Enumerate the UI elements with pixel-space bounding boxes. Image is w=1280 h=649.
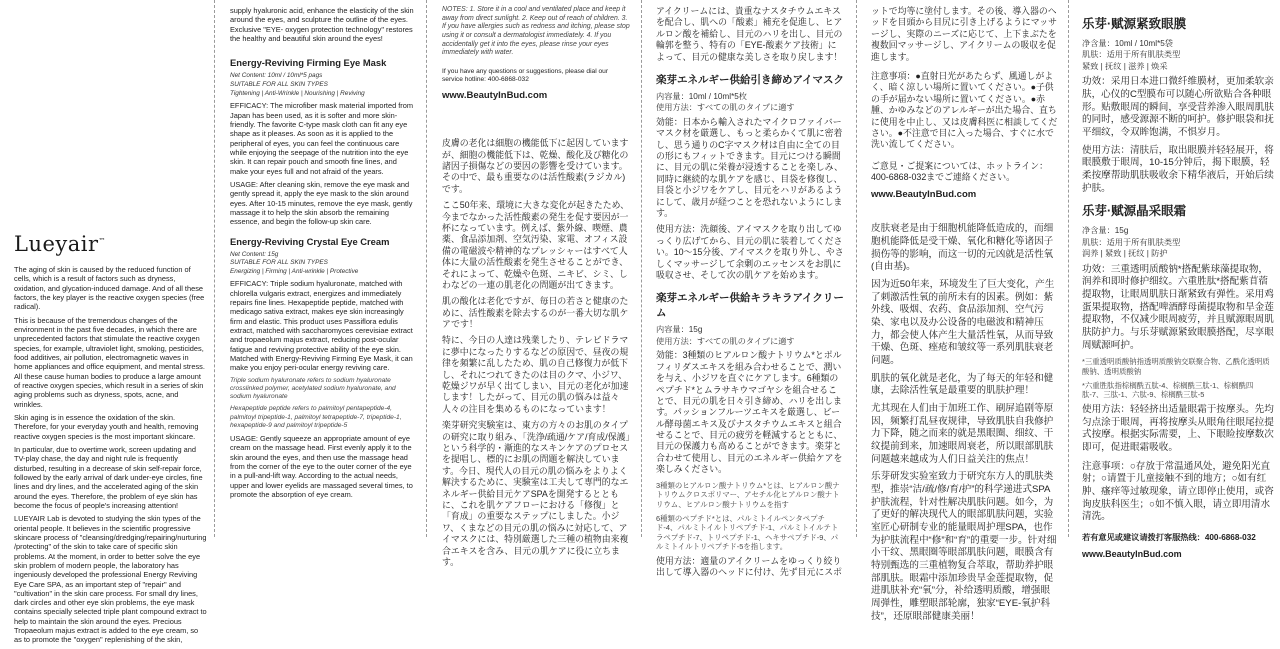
- brand-logo: Lueyair™: [14, 232, 107, 256]
- cream-tags: Energizing | Firming | Anti-wrinkle | Protective: [230, 267, 359, 275]
- jp-intro-paragraph: 楽芽研究実験室は、東方の方々のお肌のタイプの研究に取り組み、「洗浄/疏通/ケア/育成/保護」という科学的・漸進的なスキンケアのプロセスを提唱し、標的にお肌の問題を解決しています。今日、現代人の目元の肌の悩みをよりよく解決するために、実験室は工夫して専門的なエネルギー供給目元ケアSPAを開発するとともに、これを肌ケアフローにおける「修復」と「育成」の重要なステップにしました。小ジワ、くまなどの目元の肌の悩みに対応して、アイマスクには、特別厳選した三種の植物由来複合エキスを含み、目元の肌ケアに役に立ちます。: [442, 420, 630, 567]
- cn-cream-efficacy: 功效：三重透明质酸钠*搭配紫球藻提取物，润养和即时修护细纹。六重胜肽*搭配紫苜蓿提取物，让眼周肌肤日渐紧致有弹性。采用鸡蛋果提取物，搭配啤酒酵母菌提取物和旱金莲提取物，不仅减少眼周疲劳，并且赋源眼周肌肤防护力。与乐芽赋源紧致眼膜搭配，尽享眼周赋源呵护。: [1082, 263, 1274, 351]
- panel-notes-jp-intro: [428, 0, 640, 567]
- jp-intro-paragraph: 皮膚の老化は細胞の機能低下に起因していますが、細胞の機能低下は、乾燥、酸化及び糖化の諸因子損傷などの要因の影響を受けています。その中で、最も重要なのは活性酸素(ラジカル)です。: [442, 138, 629, 194]
- cn-intro-paragraph: 尤其现在人们由于加班工作、刷屏追剧等原因，频繁打乱昼夜规律，导致肌肤自我修护力下降，随之而来的就是黑眼圈、细纹、干纹提前到来，加速眼周衰老，所以眼部肌肤问题越来越成为人们日益关注的焦点！: [871, 403, 1054, 465]
- cream-skin-types: SUITABLE FOR ALL SKIN TYPES: [230, 259, 328, 267]
- jp-cream-net-content: 内容量：15g: [656, 325, 703, 335]
- panel-divider: [1068, 0, 1069, 537]
- website-link[interactable]: www.BeautyInBud.com: [871, 189, 977, 201]
- cn-mask-tags: 紧致 | 抚纹 | 滋养 | 焕采: [1082, 61, 1168, 71]
- cn-cream-net-content: 净含量：15g: [1082, 226, 1129, 236]
- cn-mask-skin-types: 肌肤：适用于所有肌肤类型: [1082, 50, 1181, 60]
- mask-efficacy: EFFICACY: The microfiber mask material imported from Japan has been used, as it is softer and more skin-friendly. The favorite C-type mask cloth can fit any eye shape as it pleases. As soon as it is applied to the peripheral of eyes, you can feel the continuous care while enjoying the seepage of the nutrition into the eye skin. It can repair pouch and smooth fine lines, and make your eyes full and not afraid of the years.: [230, 101, 414, 176]
- cream-efficacy: EFFICACY: Triple sodium hyaluronate, matched with chlorella vulgaris extract, energizes and immediately repairs fine lines. Hexapeptide peptide, matched with medicago sativa extract, makes eye skin increasingly firm and elastic. This product uses Passiflora edulis extract, matched with saccharomyces cerevisiae extract and tropaeolum majus extract, reducing post-ocular fatigue and reviving protective ability of the eye skin. Matched with Energy-Reviving Firming Eye Mask, it can make you enjoy peri-ocular energy reviving care.: [230, 279, 413, 373]
- mask-usage: USAGE: After cleaning skin, remove the eye mask and gently spread it, apply the eye mask to the skin around eyes. After 10-15 minutes, remove the eye mask, gently massage it to help the skin absorb the remaining essence, and begin the follow-up skin care.: [230, 179, 413, 227]
- intro-paragraph: LUEYAIR Lab is devoted to studying the skin types of the oriental people. It believes in the scientific progressive skincare process of "cleansing/dredging/repairing/nurturing /protecting" of the skin to take care of specific skin problems. At the moment, in order to better solve the eye skin problem of modern people, the laboratory has ingeniously developed the professional Energy Reviving Eye Care SPA, as an important step of "repair" and "cultivation" in the skin care process. For small dry lines, dark circles and other eye skin problems, the eye mask contains specially selected triple plant compound extract to help to maintain the skin around the eyes. Precious Tropaeolum majus extract is added to the eye cream, so as to promote the "oxygen" replenishing of the skin,: [14, 514, 207, 645]
- mask-net-content: Net Content: 10ml / 10ml*5 pags: [230, 72, 323, 80]
- website-link[interactable]: www.BeautyInBud.com: [1082, 549, 1182, 560]
- intro-continued: supply hyaluronic acid, enhance the elasticity of the skin around the eyes, and sculpture the outline of the eyes. Exclusive "EYE- oxygen protection technology" restores the healthy and beautiful skin around the eyes!: [230, 6, 414, 43]
- cream-footnote: Hexapeptide peptide refers to palmitoyl pentapeptide-4, palmitoyl tripeptide-1, palmitoyl tetrapeptide-7, tripeptide-1, hexapeptide-9 and palmitoyl tripeptide-5: [230, 405, 402, 429]
- intro-paragraph: Skin aging is in essence the oxidation of the skin. Therefore, for your everyday youth and health, removing reactive oxygen species is the most important skincare.: [14, 412, 199, 441]
- notes-en: NOTES: 1. Store it in a cool and ventilated place and keep it away from direct sunlight. 2. Keep out of reach of children. 3. If you have allergies such as redness and itching, please stop using it or consult a dermatologist immediately. 4. If you accidentally get it into the eyes, please rinse your eyes immediately with water.: [442, 6, 630, 57]
- jp-cream-footnote: 6種類のペプチド*とは、パルミトイルペンタペプチド-4、パルミトイルトリペプチド-1、パルミトイルテトラペプチド-7、トリペプチド-1、ヘキサペプチド-9、パルミトイルトリペプチド-5を指します。: [656, 513, 839, 552]
- cn-cream-footnote: *六重胜肽指棕榈酰五肽-4、棕榈酰三肽-1、棕榈酰四肽-7、三肽-1、六肽-9、棕榈酰三肽-5: [1082, 380, 1254, 400]
- jp-intro-continued: アイクリームには、貴重なナスタチウムエキスを配合し、肌への「酸素」補充を促進し、ヒアルロン酸を補給し、目元のハリを出し、目元の輪郭を整う、特有の「EYE-酸素ケア技術」によって、目元の健康な美しさを取り戻します！: [656, 6, 843, 62]
- intro-paragraph: The aging of skin is caused by the reduced function of cells, which is a result of factors such as dryness, oxidation, and glycation-induced damage. And of all these factors, the key player is the reactive oxygen species (free radical).: [14, 265, 205, 312]
- jp-cream-skin-types: 使用方法：すべての肌のタイプに適す: [656, 336, 795, 346]
- cream-usage: USAGE: Gently squeeze an appropriate amount of eye cream on the massage head. First evenly apply it to the skin around the eyes, and then use the massage head from the corner of the eye to the outer corner of the eye in a pull-and-lift way. According to the actual needs, upper and lower eyelids are massaged several times, to promote the absorption of eye cream.: [230, 434, 413, 500]
- cream-footnote: Triple sodium hyaluronate refers to sodium hyaluronate crosslinked polymer, acetylated sodium hyaluronate, and sodium hyaluronate: [230, 376, 396, 401]
- cream-title: Energy-Reviving Crystal Eye Cream: [230, 235, 390, 247]
- section-spacer: [871, 216, 1058, 217]
- cn-cream-footnote: *三重透明质酸钠指透明质酸钠交联聚合物、乙酰化透明质酸钠、透明质酸钠: [1082, 357, 1270, 377]
- panel-notes-jp-cn-intro: [858, 0, 1066, 622]
- cn-mask-title: 乐芽·赋源紧致眼膜: [1082, 17, 1187, 31]
- panel-products-cn: [1070, 0, 1280, 560]
- mask-title: Energy-Reviving Firming Eye Mask: [230, 57, 387, 69]
- cn-cream-skin-types: 肌肤：适用于所有肌肤类型: [1082, 237, 1181, 247]
- cn-hotline: 若有意见或建议请拨打客服热线：400-6868-032: [1082, 532, 1256, 542]
- intro-paragraph: This is because of the tremendous changes of the environment in the past five decades, in which there are unprecedented factors that stimulate the reactive oxygen species, for example, ultraviolet light, smoking, pesticides, food additives, air pollution, electromagnetic waves in home appliances and office equipment, and mental stress. All these cause human bodies to produce a large amount of reactive oxygen species, which result in a series of skin aging problems such as dryness, spots, acne, and wrinkles.: [14, 315, 205, 409]
- cn-intro-paragraph: 肌肤的氧化就是老化，为了每天的年轻和健康，去除活性氧是最重要的肌肤护理！: [871, 372, 1054, 397]
- cn-cream-title: 乐芽·赋源晶采眼霜: [1082, 204, 1187, 219]
- panel-divider: [641, 0, 642, 537]
- mask-skin-types: SUITABLE FOR ALL SKIN TYPES: [230, 80, 328, 88]
- jp-cream-title: 楽芽エネルギー供給キラキラアイクリーム: [656, 292, 844, 320]
- trademark: ™: [98, 237, 107, 245]
- website-link[interactable]: www.BeautyInBud.com: [442, 90, 548, 102]
- intro-text: [14, 265, 207, 649]
- panel-divider: [856, 0, 857, 537]
- jp-usage-continued: ットで均等に塗付します。その後、導入器のヘッドを目頭から目尻に引き上げるようにマッサージし、実際のニーズに応じて、上下まぶたを複数回マッサージし、アイクリームの吸収を促進します。: [871, 6, 1058, 62]
- cn-intro-paragraph: 皮肤衰老是由于细胞机能降低造成的，而细胞机能降低是受干燥、氧化和糖化等诸因子损伤等的影响，而这一切的元凶就是活性氧(自由基)。: [871, 223, 1054, 273]
- jp-intro-paragraph: 特に、今日の人達は残業したり、テレビドラマに夢中になったりするなどの原因で、昼夜の規律を頻繁に乱したため、肌の自己修復力が低下し、それにつれてきたのは目のクマ、小ジワ、乾燥ジワが早く出てしまい、目元の老化が加速します！したがって、目元の肌の悩みは益々人々の注目を集めるものになっています！: [442, 335, 629, 414]
- cn-cream-usage: 使用方法：轻轻挤出适量眼霜于按摩头。先均匀点涂于眼周，再将按摩头从眼角往眼尾拉提式按摩。根据实际需要，上、下眼睑按摩数次即可，促进眼霜吸收。: [1082, 403, 1274, 453]
- cn-intro-paragraph: 因为近50年来，环境发生了巨大变化，产生了刺激活性氧的前所未有的因素。例如：紫外线、吸烟、农药、食品添加剂、空气污染、家电以及办公设备的电磁波和精神压力，都会使人体产生大量活性氧，从而导致干燥、色斑、痤疮和皱纹等一系列肌肤衰老问题。: [871, 279, 1055, 367]
- panel-divider: [426, 0, 427, 537]
- jp-mask-net-content: 内容量：10ml / 10ml*5枚: [656, 91, 747, 101]
- panel-intro-en: [0, 0, 213, 645]
- cn-intro-paragraph: 乐芽研发实验室致力于研究东方人的肌肤类型，推崇“洁/疏/修/育/护”的科学递进式SPA护肤流程，针对性解决肌肤问题。如今，为了更好的解决现代人的眼部肌肤问题，实验室匠心研制专业的能量眼周护理SPA，也作为护肤流程中“修”和“育”的重要一步。针对细小干纹、黑眼圈等眼部肌肤问题，眼膜含有特别甄选的三重植物复合萃取，帮助养护眼部肌肤。眼霜中添加珍贵旱金莲提取物，促进肌肤补充“氧”分，补给透明质酸，增强眼周弹性，雕塑眼部轮廓，独家“EYE-氧护科技”，还原眼部健康美丽！: [871, 471, 1057, 622]
- panel-products-en: [216, 0, 424, 537]
- cream-net-content: Net Content: 15g: [230, 250, 279, 258]
- cn-cream-tags: 润养 | 紧致 | 抚纹 | 防护: [1082, 249, 1168, 259]
- panel-divider: [214, 0, 215, 537]
- intro-paragraph: In particular, due to overtime work, screen updating and TV-play chase, the day and night rule is frequently disturbed, resulting in a decrease of skin self-repair force, followed by the early arrival of dark under-eye circles, fine lines and dry lines, and the accelerated aging of the skin around the eyes. Therefore, the problem of eye skin has become the focus of people's increasing attention!: [14, 444, 203, 510]
- mask-tags: Tightening | Anti-Wrinkle | Nourishing | Reviving: [230, 89, 365, 97]
- jp-hotline: ご意見・ご提案については、ホットライン：400-6868-032までご連絡ください。: [871, 160, 1049, 183]
- jp-mask-efficacy: 効能：日本から輸入されたマイクロファイバーマスク材を厳選し、もっと柔らかくて肌に密着し、思う通りのC字マスク材は自由に全ての目の形にもフィットできます。目元につける瞬間に、目元の肌に栄養が浸透することを楽しみ、同時に継続的な肌ケアを感じ、目袋を修復し、目袋と小ジワをケアし、目元をハリがあるようにして、歳月が経つことを恐れないようにします。: [656, 116, 843, 219]
- section-spacer: [442, 131, 630, 132]
- panel-products-jp: [643, 0, 854, 578]
- jp-intro-paragraph: 肌の酸化は老化ですが、毎日の若さと健康のために、活性酸素を除去するのが一番大切な肌ケアです！: [442, 296, 629, 330]
- cn-mask-efficacy: 功效：采用日本进口微纤维膜材，更加柔软亲肤，心仪的C型膜布可以随心所欲贴合各种眼形。贴敷眼周的瞬间，享受营养渗入眼周肌肤的同时，感受源源不断的呵护。修护眼袋和抚平细纹，令双眸饱满，不惧岁月。: [1082, 76, 1274, 139]
- jp-cream-efficacy: 効能：3種類のヒアルロン酸ナトリウム*とポルフィリダスエキスを組み合わせることで、潤いを与え、小ジワを直ぐにケアします。6種類のペプチド*とムラサキウマゴヤシを組合せることで、目元の肌を日々引き締め、ハリを出します。パッションフルーツエキスを厳選し、ビール酵母菌エキス及びナスタチウムエキスと組合せることで、目元の疲労を軽減するとともに、目元の保護力も高めることができます。楽芽と合わせて使用し、目元のエネルギー供給ケアを楽しみください。: [656, 350, 843, 475]
- cn-mask-usage: 使用方法：清肤后，取出眼膜并轻轻展开，将眼膜敷于眼周，10-15分钟后，揭下眼膜，轻柔按摩帮助肌肤吸收余下精华液后，开始后续护肤。: [1082, 144, 1274, 194]
- cn-notes: 注意事项：○存放于常温通风处，避免阳光直射；○请置于儿童接触不到的地方；○如有红肿、瘙痒等过敏现象，请立即停止使用，或咨询皮肤科医生；○如不慎入眼，请立即用清水清洗。: [1082, 460, 1274, 523]
- jp-notes: 注意事項：●直射日光があたらず、風通しがよく、暗く涼しい場所に置いてください。●子供の手が届かない場所に置いてください。●赤腫、かゆみなどのアレルギーが出た場合、直ちに使用を中止し、又は皮膚科医に相談してください。●不注意で目に入った場合、すぐに水で洗い流してください。: [871, 70, 1058, 150]
- jp-mask-usage: 使用方法：洗顔後、アイマスクを取り出してゆっくり広げてから、目元の肌に装着してください。10〜15分後、アイマスクを取り外し、やさしくマッサージして余剰のエッセンスをお肌に吸収させ、そして次の肌ケアを始めます。: [656, 224, 844, 280]
- jp-mask-skin-types: 使用方法：すべての肌のタイプに適す: [656, 103, 795, 113]
- jp-mask-title: 楽芽エネルギー供給引き締めアイマスク: [656, 73, 845, 86]
- hotline-en: If you have any questions or suggestions, please dial our service hotline: 400-6868-032: [442, 67, 609, 83]
- cn-mask-net-content: 净含量：10ml / 10ml*5袋: [1082, 39, 1173, 48]
- jp-intro-paragraph: ここ50年来、環境に大きな変化が起きたため、今までなかった活性酸素の発生を促す要因が一杯になっています。例えば、紫外線、喫煙、農薬、食品添加剤、空気汚染、家電、オフィス設備の電磁波や精神的なプレッシャーはすべて人体に大量の活性酸素を発生させることができ、それによって、乾燥や色斑、ニキビ、シミ、しわなどの一連の肌老化の問題が出てきます。: [442, 200, 630, 290]
- jp-cream-footnote: 3種類のヒアルロン酸ナトリウム*とは、ヒアルロン酸ナトリウムクロスポリマー、アセチル化ヒアルロン酸ナトリウム、ヒアルロン酸ナトリウムを指す: [656, 480, 840, 509]
- jp-cream-usage: 使用方法：適量のアイクリームをゆっくり絞り出して導入器のヘッドに付け、先ず目元にスポ: [656, 556, 843, 578]
